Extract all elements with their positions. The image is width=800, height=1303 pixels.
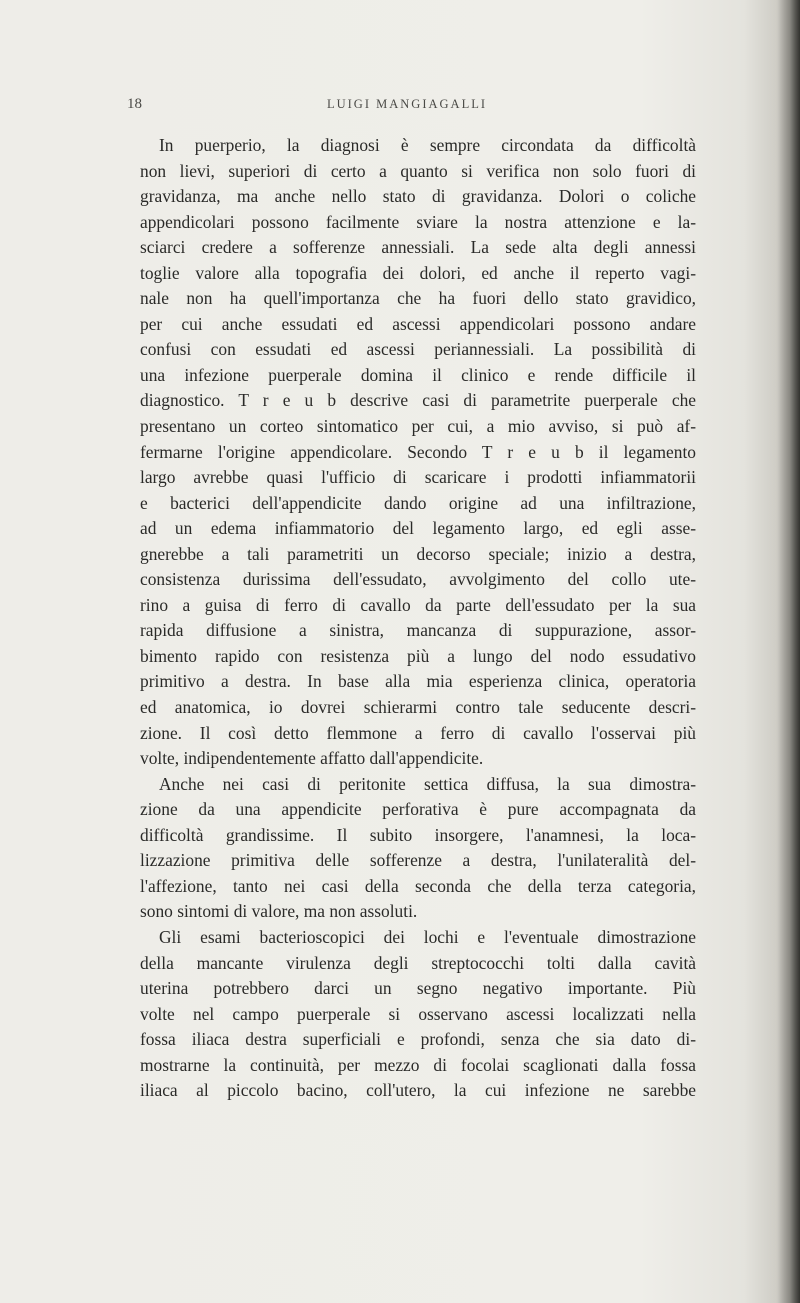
text-line: per cui anche essudati ed ascessi appendicolari possono andare <box>140 313 696 334</box>
body-text <box>140 133 696 1104</box>
page-number: 18 <box>127 96 142 112</box>
text-line: fossa iliaca destra superficiali e profondi, senza che sia dato di- <box>140 1029 696 1050</box>
text-line: gravidanza, ma anche nello stato di gravidanza. Dolori o coliche <box>140 186 696 207</box>
text-line: rino a guisa di ferro di cavallo da parte dell'essudato per la sua <box>140 594 696 615</box>
text-line: ad un edema infiammatorio del legamento largo, ed egli asse- <box>140 518 696 539</box>
text-line: rapida diffusione a sinistra, mancanza di suppurazione, assor- <box>140 620 696 641</box>
text-line: lizzazione primitiva delle sofferenze a destra, l'unilateralità del- <box>140 850 696 871</box>
text-line: zione da una appendicite perforativa è pure accompagnata da <box>140 799 696 820</box>
text-line: toglie valore alla topografia dei dolori, ed anche il reperto vagi- <box>140 262 696 283</box>
text-line: largo avrebbe quasi l'ufficio di scaricare i prodotti infiammatorii <box>140 467 696 488</box>
text-line: fermarne l'origine appendicolare. Secondo T r e u b il legamento <box>140 441 696 462</box>
text-line: sciarci credere a sofferenze annessiali. La sede alta degli annessi <box>140 237 696 258</box>
text-line: consistenza durissima dell'essudato, avvolgimento del collo ute- <box>140 569 696 590</box>
text-line: nale non ha quell'importanza che ha fuori dello stato gravidico, <box>140 288 696 309</box>
text-line: non lievi, superiori di certo a quanto si verifica non solo fuori di <box>140 160 696 181</box>
text-line: uterina potrebbero darci un segno negativo importante. Più <box>140 978 696 999</box>
text-line: una infezione puerperale domina il clinico e rende difficile il <box>140 364 696 385</box>
text-line: bimento rapido con resistenza più a lungo del nodo essudativo <box>140 645 696 666</box>
text-line: primitivo a destra. In base alla mia esperienza clinica, operatoria <box>140 671 696 692</box>
text-line: difficoltà grandissime. Il subito insorgere, l'anamnesi, la loca- <box>140 824 696 845</box>
text-line: In puerperio, la diagnosi è sempre circondata da difficoltà <box>159 135 696 155</box>
text-line: zione. Il così detto flemmone a ferro di cavallo l'osservai più <box>140 722 696 743</box>
running-head <box>127 96 687 118</box>
text-line: della mancante virulenza degli streptococchi tolti dalla cavità <box>140 952 696 973</box>
text-line: presentano un corteo sintomatico per cui, a mio avviso, si può af- <box>140 416 696 437</box>
text-line: e bacterici dell'appendicite dando origine ad una infiltrazione, <box>140 492 696 513</box>
text-line: confusi con essudati ed ascessi periannessiali. La possibilità di <box>140 339 696 360</box>
text-line: l'affezione, tanto nei casi della seconda che della terza categoria, <box>140 875 696 896</box>
text-line: sono sintomi di valore, ma non assoluti. <box>140 901 418 922</box>
text-line: Anche nei casi di peritonite settica diffusa, la sua dimostra- <box>159 773 696 794</box>
text-line: Gli esami bacterioscopici dei lochi e l'eventuale dimostrazione <box>159 926 696 947</box>
text-line: gnerebbe a tali parametriti un decorso speciale; inizio a destra, <box>140 543 696 564</box>
text-line: mostrarne la continuità, per mezzo di focolai scaglionati dalla fossa <box>140 1054 696 1075</box>
page-edge-shadow <box>778 0 800 1303</box>
text-line: appendicolari possono facilmente sviare la nostra attenzione e la- <box>140 211 696 232</box>
text-line: diagnostico. T r e u b descrive casi di parametrite puerperale che <box>140 390 696 411</box>
running-head-author: LUIGI MANGIAGALLI <box>326 97 487 111</box>
text-line: volte nel campo puerperale si osservano ascessi localizzati nella <box>140 1003 696 1024</box>
text-line: ed anatomica, io dovrei schierarmi contro tale seducente descri- <box>140 697 696 718</box>
text-line: iliaca al piccolo bacino, coll'utero, la cui infezione ne sarebbe <box>140 1080 696 1101</box>
text-line: volte, indipendentemente affatto dall'appendicite. <box>140 748 484 769</box>
